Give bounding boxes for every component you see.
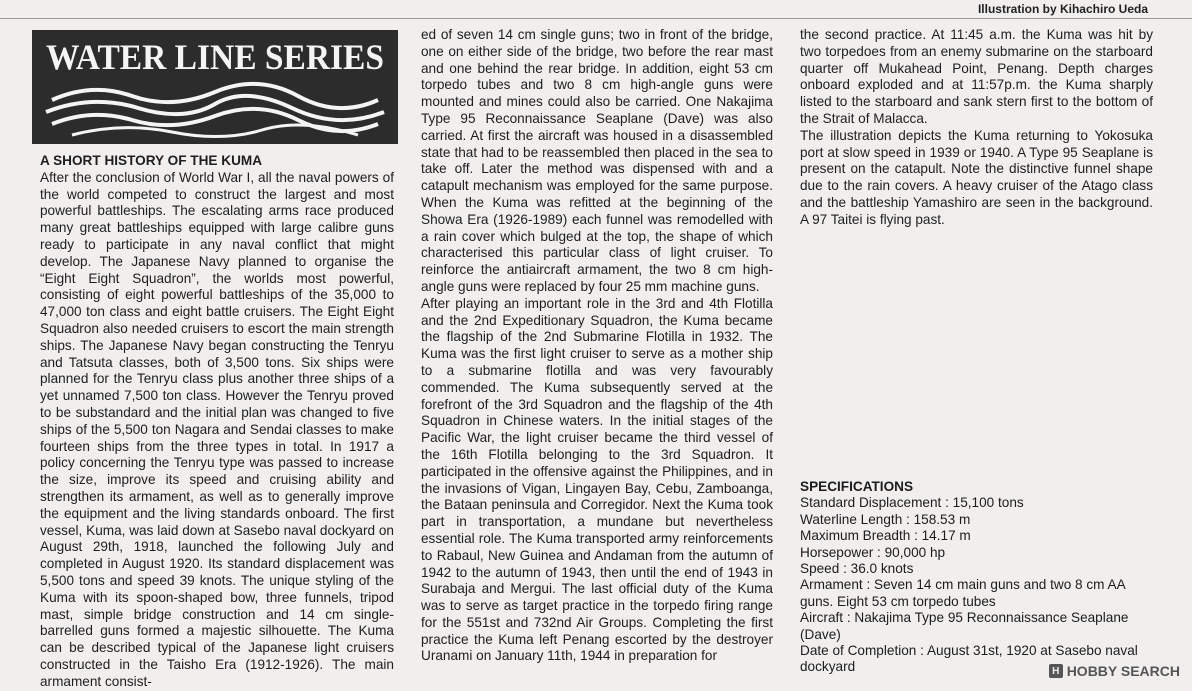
series-banner: [32, 30, 398, 144]
history-part-4: the second practice. At 11:45 a.m. the Kuma was hit by two torpedoes from an enemy submarine on the starboard quarter off Mukahead Point, Penang. Depth charges onboard exploded and at 11:57p.m. the Kuma sharply listed to the starboard and sank stern first to the bottom of the Strait of Malacca.: [800, 27, 1153, 126]
spec-line: Date of Completion : August 31st, 1920 at Sasebo naval dockyard: [800, 643, 1138, 675]
spec-line: Waterline Length : 158.53 m: [800, 511, 971, 527]
history-column-2: [421, 27, 773, 665]
spec-line: Horsepower : 90,000 hp: [800, 544, 946, 560]
hobby-search-logo-icon: H: [1049, 664, 1063, 678]
history-part-1: After the conclusion of World War I, all the naval powers of the world competed to construct the largest and most powerful battleships. The escalating arms race produced many great battleships equipped with large calibre guns ready to participate in any naval conflict that might develop. The Japanese Navy planned to organise the “Eight Eight Squadron”, the worlds most powerful, consisting of eight powerful battleships of the 35,000 to 47,000 ton class and eight battle cruisers. The Eight Eight Squadron also needed cruisers to escort the main strength ships. The Japanese Navy began constructing the Tenryu and Tatsuta classes, both of 3,500 tons. Six ships were planned for the Tenryu class plus another three ships of a yet unnamed 7,500 ton class. However the Tenryu proved to be substandard and the initial plan was changed to five ships of the 5,500 ton Nagara and Sendai classes to make fourteen ships from the three types in total. In 1917 a policy concerning the Tenryu type was passed to increase the size, improve its speed and cruising ability and strengthen its armament, as well as to generally improve the equipment and the living standards onboard. The first vessel, Kuma, was laid down at Sasebo naval dockyard on August 29th, 1918, launched the following July and completed in August 1920. Its standard displacement was 5,500 tons and speed 39 knots. The unique styling of the Kuma with its spoon-shaped bow, three funnels, tripod mast, simple bridge construction and 14 cm single-barrelled guns formed a majestic silhouette. The Kuma can be described typical of the Japanese light cruisers constructed in the Taisho Era (1912-1926). The main armament consist-: [40, 169, 394, 689]
watermark-text: HOBBY SEARCH: [1066, 663, 1180, 679]
specifications: [800, 479, 1156, 676]
specifications-title: SPECIFICATIONS: [800, 479, 914, 494]
spec-line: Armament : Seven 14 cm main guns and two 8 cm AA guns. Eight 53 cm torpedo tubes: [800, 577, 1125, 609]
history-heading: A SHORT HISTORY OF THE KUMA: [40, 153, 263, 168]
history-part-2: ed of seven 14 cm single guns; two in front of the bridge, one on either side of the bridge, two before the rear mast and one behind the rear bridge. In addition, eight 53 cm torpedo tubes and two 8 cm high-angle guns were mounted and mines could also be carried. One Nakajima Type 95 Reconnaissance Seaplane (Dave) was also carried. At first the aircraft was housed in a disassembled state that had to be reassembled then placed in the sea to take off. Later the method was dispensed with and a catapult mechanism was employed for the same purpose. When the Kuma was refitted at the beginning of the Showa Era (1926-1989) each funnel was remodelled with a rain cover which bulged at the top, the shape of which characterised this particular class of light cruiser. To reinforce the antiaircraft armament, the two 8 cm high-angle guns were replaced by four 25 mm machine guns.: [421, 27, 773, 294]
history-illustration-note: The illustration depicts the Kuma returning to Yokosuka port at slow speed in 1939 or 1940. A Type 95 Seaplane is present on the catapult. Note the distinctive funnel shape due to the rain covers. A heavy cruiser of the Atago class and the battleship Yamashiro are seen in the background. A 97 Taitei is flying past.: [800, 127, 1153, 227]
spec-line: Speed : 36.0 knots: [800, 561, 914, 577]
history-column-1: [40, 153, 394, 691]
spec-line: Aircraft : Nakajima Type 95 Reconnaissance Seaplane (Dave): [800, 610, 1129, 642]
history-part-3: After playing an important role in the 3rd and 4th Flotilla and the 2nd Expeditionary Squadron, the Kuma became the flagship of the 2nd Submarine Flotilla in 1932. The Kuma was the first light cruiser to serve as a mother ship to a submarine flotilla and was very favourably commended. The Kuma subsequently served at the forefront of the 3rd Squadron and the flagship of the 4th Squadron in Chinese waters. In the initial stages of the Pacific War, the light cruiser became the third vessel of the 16th Flotilla belonging to the 3rd Squadron. It participated in the offensive against the Philippines, and in the invasions of Vigan, Lingayen Bay, Cebu, Zamboanga, the Bataan peninsula and Corregidor. Next the Kuma took part in transportation, a mundane but nevertheless essential role. The Kuma transported army reinforcements to Rabaul, New Guinea and Andaman from the autumn of 1942 to the autumn of 1943, then until the end of 1943 in Surabaja and Mergui. The last official duty of the Kuma was to serve as target practice in the torpedo firing range for the 551st and 732nd Air Groups. Completing the first practice the Kuma left Penang escorted by the destroyer Uranami on January 11th, 1944 in preparation for: [421, 295, 773, 664]
illustration-credit: Illustration by Kihachiro Ueda: [977, 2, 1148, 16]
spec-line: Standard Displacement : 15,100 tons: [800, 495, 1024, 511]
history-column-3: [800, 27, 1153, 229]
series-title: WATER LINE SERIES: [45, 37, 385, 77]
watermark: [1049, 663, 1180, 679]
top-divider: [0, 18, 1192, 19]
spec-line: Maximum Breadth : 14.17 m: [800, 528, 971, 544]
